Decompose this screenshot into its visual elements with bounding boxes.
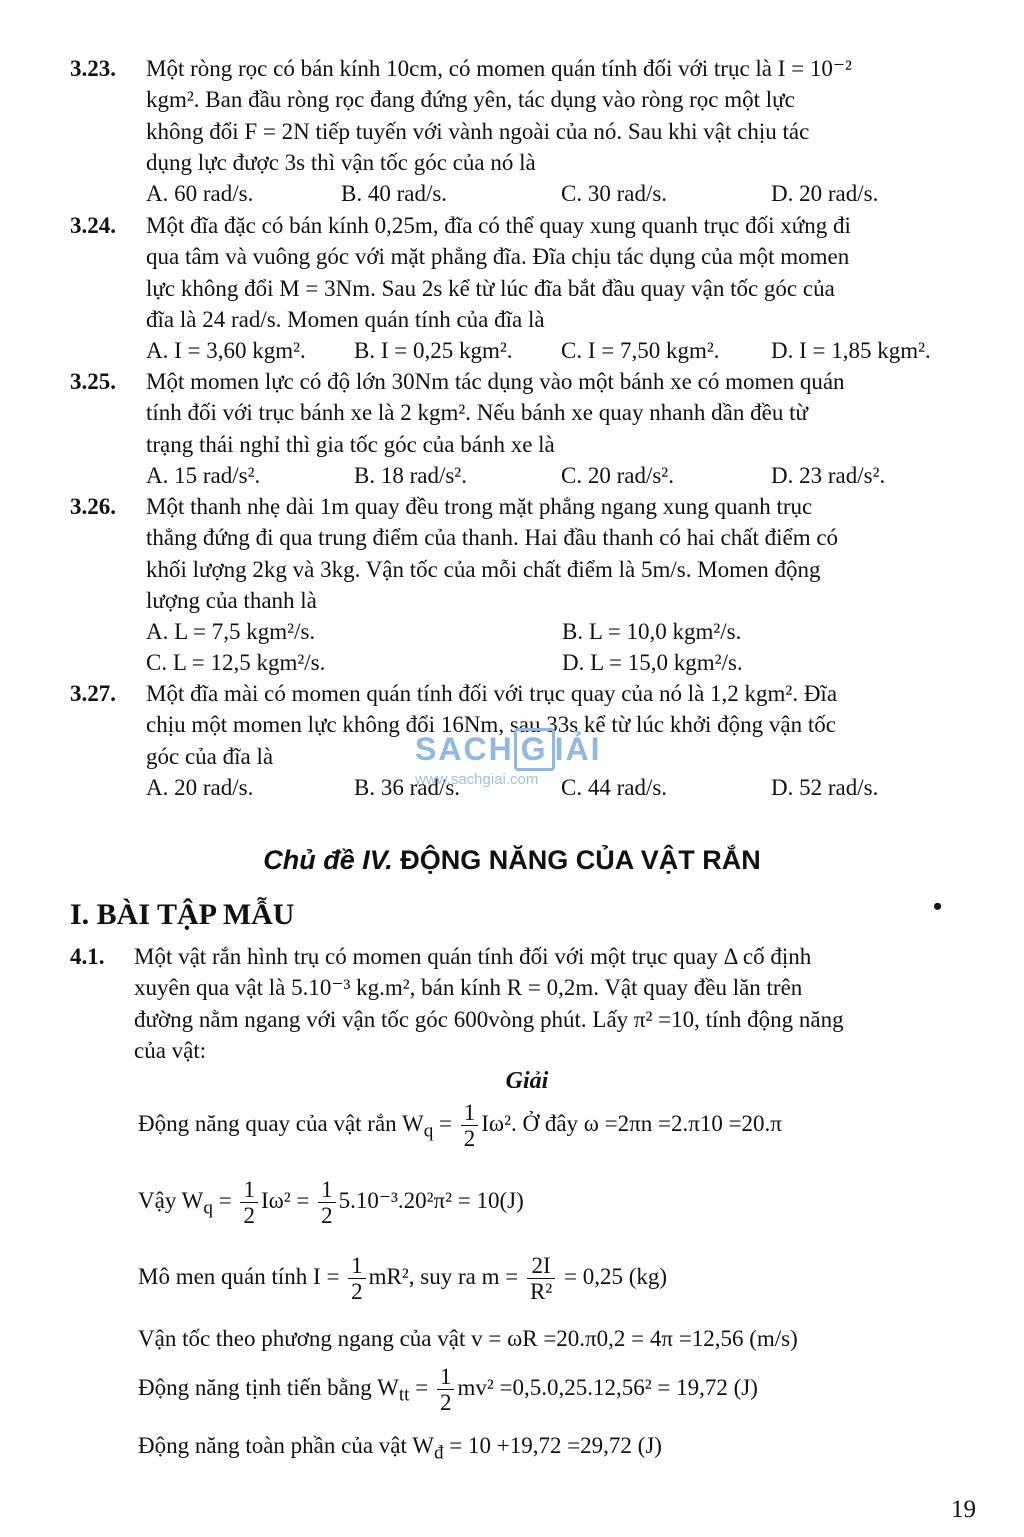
text: Động năng tịnh tiến bằng W: [138, 1375, 399, 1401]
text: Động năng toàn phần của vật W: [138, 1433, 434, 1458]
text: =: [409, 1375, 429, 1401]
fraction-2i-r2: [527, 1253, 555, 1305]
subscript: q: [423, 1120, 434, 1142]
solution-line-6: [138, 1433, 662, 1465]
solution-line-3: [138, 1253, 667, 1305]
question-line: dụng lực được 3s thì vận tốc góc của nó là: [146, 149, 536, 175]
subscript: q: [203, 1197, 213, 1219]
topic-heading: [0, 845, 1024, 876]
question-line: đĩa là 24 rad/s. Momen quán tính của đĩa là: [146, 306, 545, 332]
question-line: lực không đổi M = 3Nm. Sau 2s kể từ lúc đĩa bắt đầu quay vận tốc góc của: [146, 275, 835, 301]
question-line: không đổi F = 2N tiếp tuyến với vành ngoài của nó. Sau khi vật chịu tác: [146, 118, 810, 144]
numerator: 1: [240, 1177, 258, 1203]
question-number: 3.27.: [70, 681, 116, 706]
text: mR², suy ra m =: [368, 1264, 519, 1290]
question-line: lượng của thanh là: [146, 587, 317, 613]
text: mv² =0,5.0,25.12,56² = 19,72 (J): [457, 1375, 758, 1401]
text: Mô men quán tính I =: [138, 1264, 340, 1290]
subscript: tt: [398, 1384, 410, 1406]
stray-dot: •: [933, 892, 943, 921]
question-line: qua tâm và vuông góc với mặt phẳng đĩa. Đĩa chịu tác dụng của một momen: [146, 244, 850, 270]
question-line: kgm². Ban đầu ròng rọc đang đứng yên, tác dụng vào ròng rọc một lực: [146, 87, 795, 113]
text: Iω². Ở đây ω =2πn =2.π10 =20.π: [481, 1111, 782, 1137]
text: = 10 +19,72 =29,72 (J): [443, 1433, 662, 1458]
option-d: D. 52 rad/s.: [771, 774, 879, 800]
watermark-brand-box: G: [514, 728, 555, 771]
denominator: 2: [243, 1203, 255, 1229]
example-line: Một vật rắn hình trụ có momen quán tính đối với một trục quay Δ cố định: [134, 944, 812, 969]
denominator: R²: [529, 1279, 553, 1305]
fraction-half: [318, 1177, 336, 1229]
question-line: chịu một momen lực không đổi 16Nm, sau 33s kể từ lúc khởi động vận tốc: [146, 712, 836, 738]
numerator: 1: [437, 1364, 455, 1390]
option-b: B. 36 rad/s.: [354, 774, 461, 800]
example-line: xuyên qua vật là 5.10⁻³ kg.m², bán kính R = 0,2m. Vật quay đều lăn trên: [134, 975, 803, 1001]
page-number: 19: [951, 1496, 976, 1523]
option-d: D. I = 1,85 kgm².: [771, 338, 931, 364]
solution-heading: Giải: [505, 1068, 549, 1094]
question-line: Một thanh nhẹ dài 1m quay đều trong mặt phẳng ngang xung quanh trục: [146, 494, 813, 519]
solution-line-1: [138, 1100, 782, 1152]
question-3-26: [70, 491, 982, 679]
question-line: thẳng đứng đi qua trung điểm của thanh. Hai đầu thanh có hai chất điểm có: [146, 525, 839, 551]
text: Iω² =: [260, 1188, 310, 1214]
denominator: 2: [351, 1279, 363, 1305]
option-a: A. 20 rad/s.: [146, 774, 254, 800]
option-c: C. 44 rad/s.: [561, 774, 668, 800]
question-number: 3.23.: [70, 56, 116, 81]
example-line: đường nằm ngang với vận tốc góc 600vòng phút. Lấy π² =10, tính động năng: [134, 1006, 844, 1032]
option-c: C. 30 rad/s.: [561, 181, 668, 207]
topic-prefix: Chủ đề IV.: [263, 845, 393, 875]
option-b: B. 18 rad/s².: [354, 462, 467, 488]
question-number: 3.24.: [70, 213, 116, 238]
text: =: [433, 1111, 453, 1137]
question-3-25: [70, 366, 982, 491]
option-b: B. 40 rad/s.: [341, 181, 448, 207]
fraction-half: [437, 1364, 455, 1416]
topic-title: ĐỘNG NĂNG CỦA VẬT RẮN: [400, 845, 761, 875]
fraction-half: [461, 1100, 479, 1152]
fraction-half: [240, 1177, 258, 1229]
denominator: 2: [321, 1203, 333, 1229]
text: =: [212, 1188, 232, 1214]
section-heading: I. BÀI TẬP MẪU: [70, 898, 295, 931]
question-number: 3.25.: [70, 369, 116, 394]
option-c: C. I = 7,50 kgm².: [561, 338, 720, 364]
question-line: Một đĩa mài có momen quán tính đối với trục quay của nó là 1,2 kgm². Đĩa: [146, 681, 838, 706]
option-d: D. L = 15,0 kgm²/s.: [562, 650, 743, 676]
question-line: Một ròng rọc có bán kính 10cm, có momen quán tính đối với trục là I = 10⁻²: [146, 56, 852, 81]
option-b: B. I = 0,25 kgm².: [354, 338, 513, 364]
text: Vậy W: [138, 1188, 204, 1214]
denominator: 2: [463, 1126, 476, 1152]
example-4-1: [70, 941, 982, 1066]
option-b: B. L = 10,0 kgm²/s.: [562, 619, 742, 645]
option-c: C. 20 rad/s².: [561, 462, 674, 488]
solution-line-5: [138, 1364, 758, 1416]
question-3-23: [70, 53, 982, 209]
example-line: của vật:: [134, 1037, 207, 1063]
question-line: góc của đĩa là: [146, 743, 274, 769]
question-line: trạng thái nghỉ thì gia tốc góc của bánh xe là: [146, 431, 555, 457]
fraction-half: [348, 1253, 366, 1305]
option-d: D. 20 rad/s.: [771, 181, 879, 207]
text: Động năng quay của vật rắn W: [138, 1111, 424, 1137]
option-c: C. L = 12,5 kgm²/s.: [146, 650, 326, 676]
watermark-brand-left: SACH: [415, 731, 514, 767]
solution-line-4: Vận tốc theo phương ngang của vật v = ωR =20.π0,2 = 4π =12,56 (m/s): [138, 1326, 798, 1351]
numerator: 1: [461, 1100, 479, 1126]
option-a: A. L = 7,5 kgm²/s.: [146, 619, 316, 645]
question-number: 3.26.: [70, 494, 116, 519]
option-a: A. I = 3,60 kgm².: [146, 338, 306, 364]
watermark-brand-right: IẢI: [554, 731, 602, 767]
question-line: tính đối với trục bánh xe là 2 kgm². Nếu bánh xe quay nhanh dần đều từ: [146, 400, 808, 426]
watermark-logo: [415, 728, 625, 808]
question-line: Một đĩa đặc có bán kính 0,25m, đĩa có thể quay xung quanh trục đối xứng đi: [146, 213, 851, 238]
option-a: A. 15 rad/s².: [146, 462, 261, 488]
numerator: 1: [348, 1253, 366, 1279]
option-a: A. 60 rad/s.: [146, 181, 254, 207]
text: = 0,25 (kg): [558, 1264, 668, 1290]
example-number: 4.1.: [70, 944, 105, 969]
denominator: 2: [439, 1390, 452, 1416]
text: 5.10⁻³.20²π² = 10(J): [338, 1188, 524, 1214]
subscript: đ: [433, 1442, 444, 1464]
question-line: khối lượng 2kg và 3kg. Vận tốc của mỗi chất điểm là 5m/s. Momen động: [146, 556, 821, 582]
option-d: D. 23 rad/s².: [771, 462, 886, 488]
solution-line-2: [138, 1177, 524, 1229]
question-3-24: [70, 210, 982, 366]
question-line: Một momen lực có độ lớn 30Nm tác dụng vào một bánh xe có momen quán: [146, 369, 845, 394]
watermark-url: www.sachgiai.com: [415, 771, 539, 788]
numerator: 1: [318, 1177, 336, 1203]
numerator: 2I: [527, 1253, 555, 1279]
